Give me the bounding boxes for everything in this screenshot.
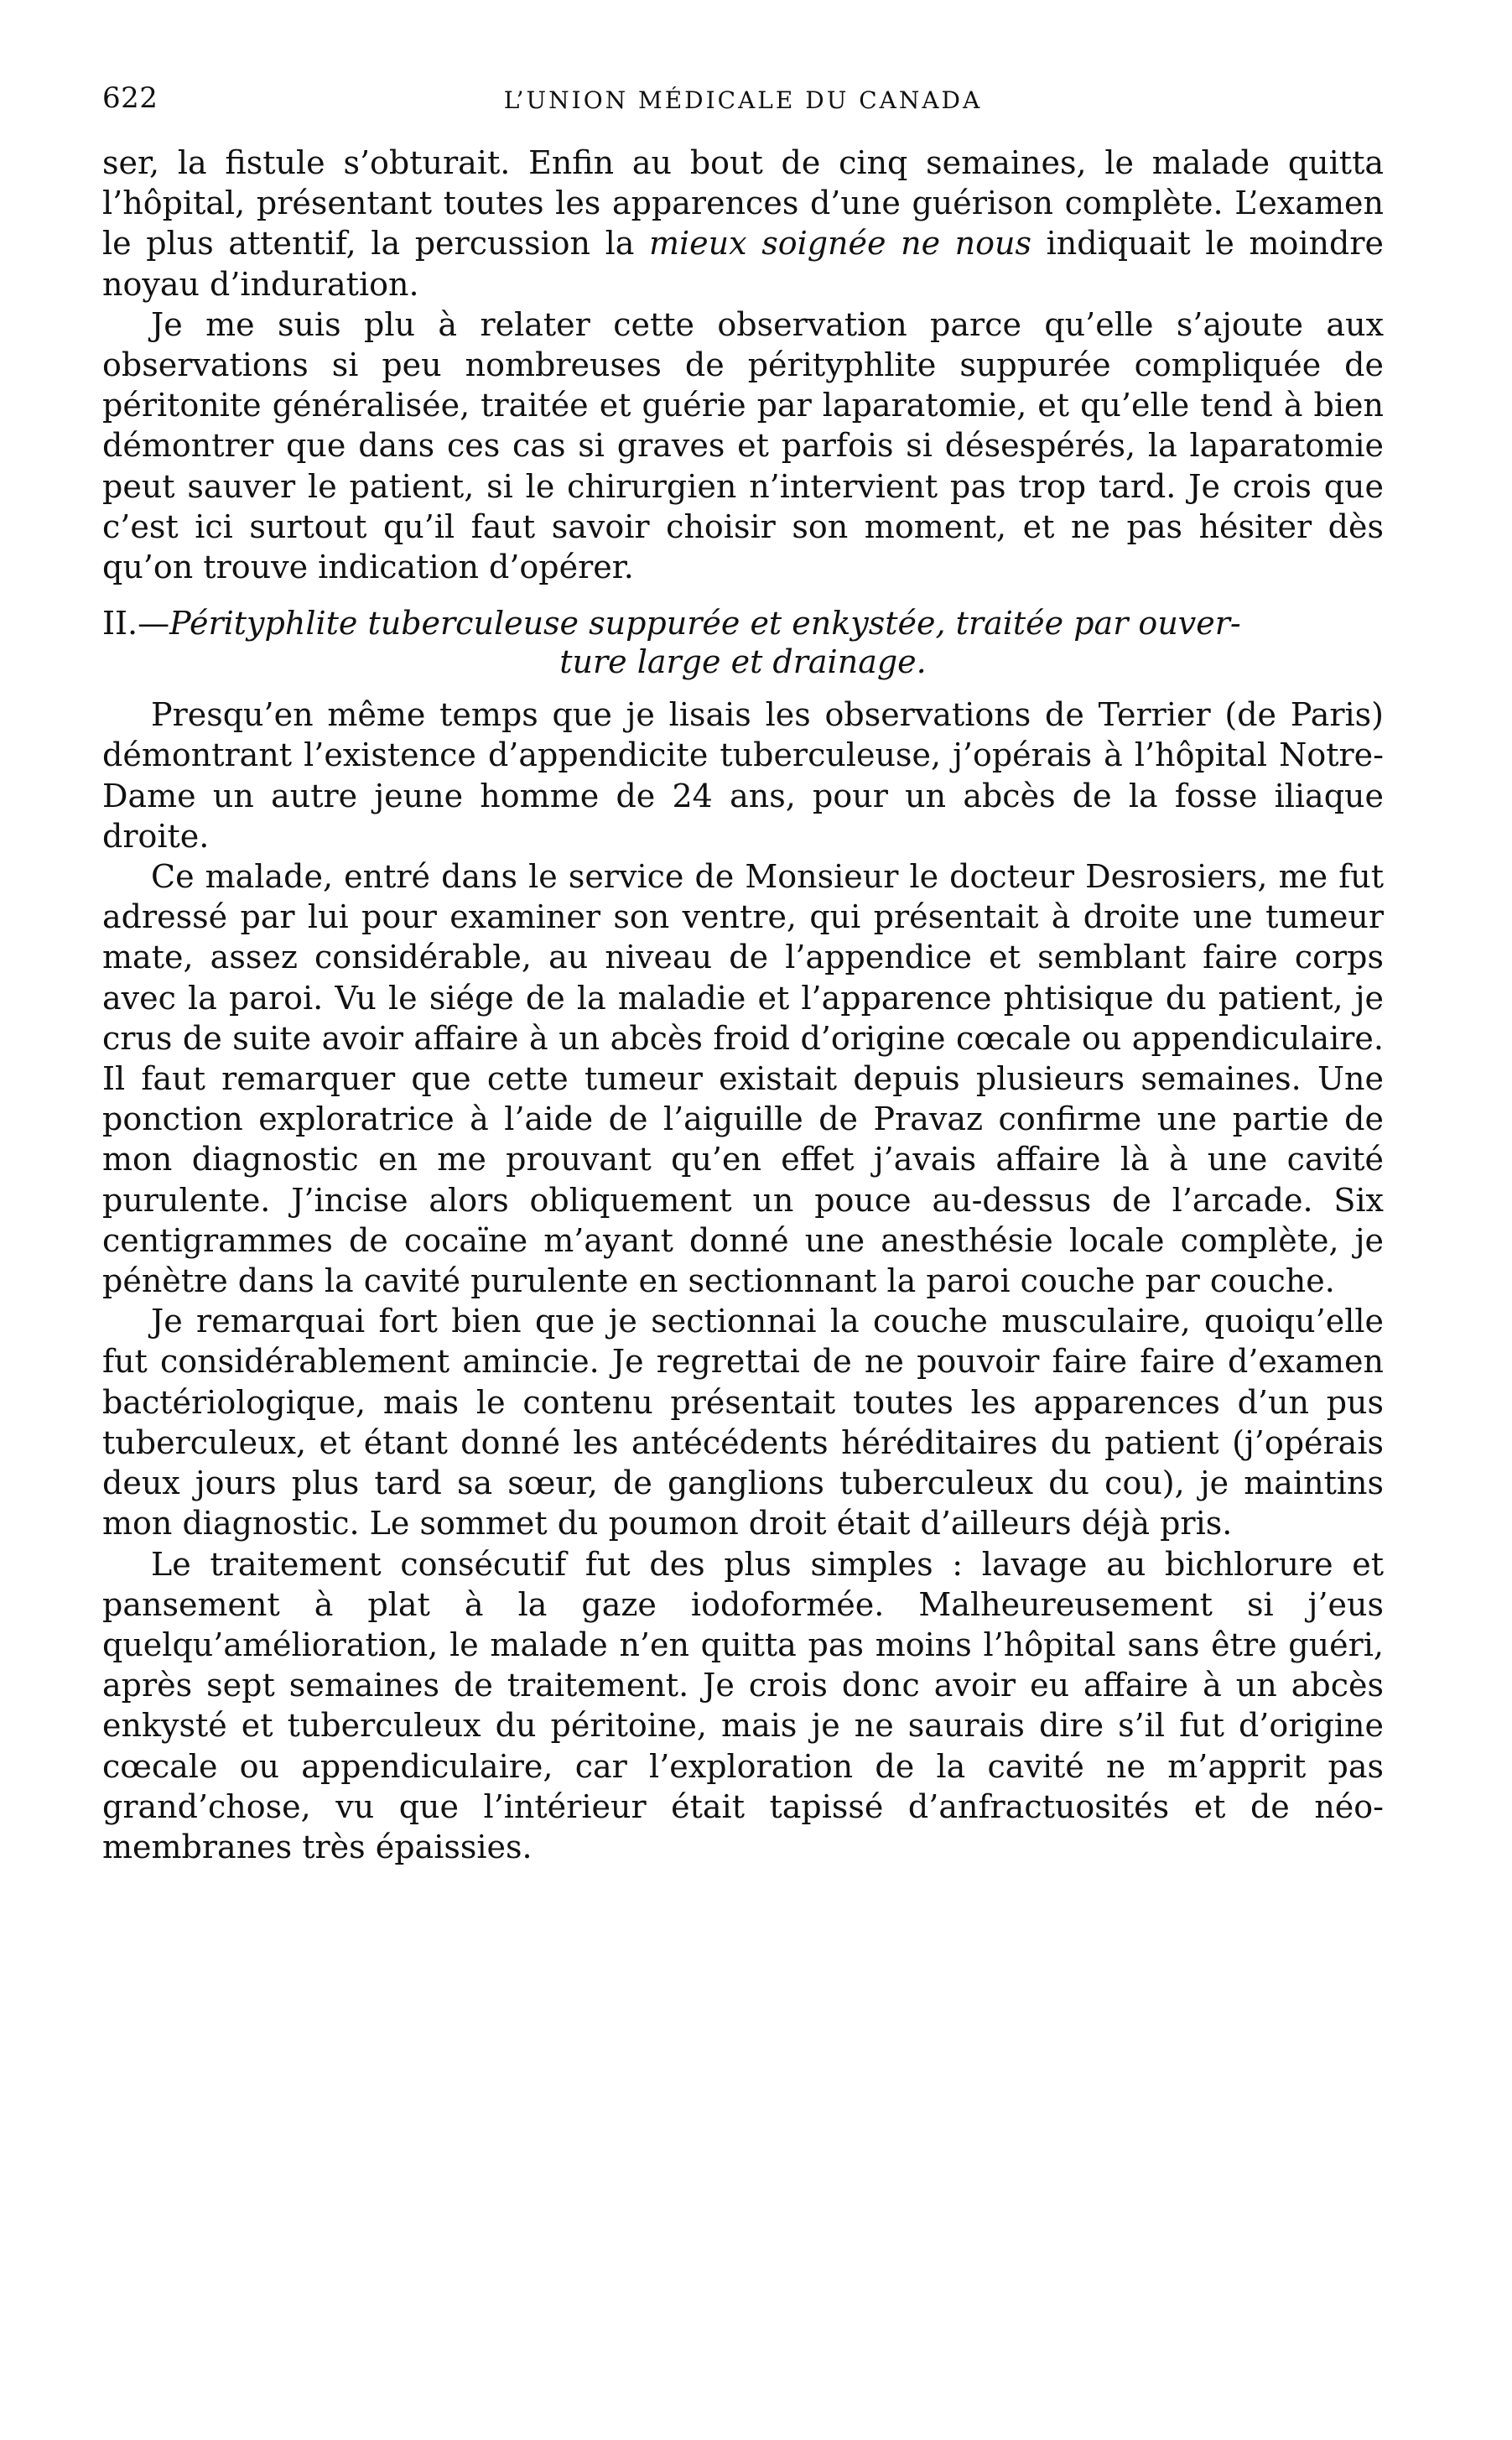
paragraph-text: ser, la fistule s’obturait. Enfin au bout de cinq semaines, le malade quitta l’hôpital, présentant toutes les apparences d’une guérison complète. L’examen le plus attentif, la percussion la bbox=[102, 144, 1384, 263]
page-header bbox=[102, 81, 1384, 143]
paragraph: Je me suis plu à relater cette observation parce qu’elle s’ajoute aux observations si peu nombreuses de pérityphlite suppurée compliquée de péritonite généralisée, traitée et guérie par laparatomie, et qu’elle tend à bien démontrer que dans ces cas si graves et parfois si désespérés, la laparatomie peut sauver le patient, si le chirurgien n’intervient pas trop tard. Je crois que c’est ici surtout qu’il faut savoir choisir son moment, et ne pas hésiter dès qu’on trouve indication d’opérer. bbox=[102, 305, 1384, 586]
paragraph-continuation bbox=[102, 143, 1384, 304]
article-body bbox=[102, 143, 1384, 1867]
paragraph: Presqu’en même temps que je lisais les observations de Terrier (de Paris) démontrant l’existence d’appendicite tuberculeuse, j’opérais à l’hôpital Notre-Dame un autre jeune homme de 24 ans, pour un abcès de la fosse iliaque droite. bbox=[102, 696, 1384, 855]
running-title: L’UNION MÉDICALE DU CANADA bbox=[503, 86, 983, 114]
paragraph: Ce malade, entré dans le service de Monsieur le docteur Desrosiers, me fut adressé par lui pour examiner son ventre, qui présentait à droite une tumeur mate, assez considérable, au niveau de l’appendice et semblant faire corps avec la paroi. Vu le siége de la maladie et l’apparence phtisique du patient, je crus de suite avoir affaire à un abcès froid d’origine cœcale ou appendiculaire. Il faut remarquer que cette tumeur existait depuis plusieurs semaines. Une ponction exploratrice à l’aide de l’aiguille de Pravaz confirme une partie de mon diagnostic en me prouvant qu’en effet j’avais affaire là à une cavité purulente. J’incise alors obliquement un pouce au-dessus de l’arcade. Six centigrammes de cocaïne m’ayant donné une anesthésie locale complète, je pénètre dans la cavité purulente en sectionnant la paroi couche par couche. bbox=[102, 858, 1384, 1300]
book-page bbox=[102, 81, 1384, 1867]
page-number: 622 bbox=[102, 81, 158, 115]
paragraph: Le traitement consécutif fut des plus simples : lavage au bichlorure et pansement à plat à la gaze iodoformée. Malheureusement si j’eus quelqu’amélioration, le malade n’en quitta pas moins l’hôpital sans être guéri, après sept semaines de traitement. Je crois donc avoir eu affaire à un abcès enkysté et tuberculeux du péritoine, mais je ne saurais dire s’il fut d’origine cœcale ou appendiculaire, car l’exploration de la cavité ne m’apprit pas grand’chose, vu que l’intérieur était tapissé d’anfractuosités et de néo-membranes très épaissies. bbox=[102, 1545, 1384, 1865]
section-title-line-2: ture large et drainage. bbox=[559, 643, 927, 681]
paragraph-text: indiquait le moindre noyau d’induration. bbox=[102, 225, 1384, 303]
section-number: II.— bbox=[102, 605, 170, 643]
italic-text: mieux soignée ne nous bbox=[649, 225, 1032, 263]
section-heading bbox=[102, 604, 1384, 681]
section-title-line-1: Pérityphlite tuberculeuse suppurée et enkystée, traitée par ouver- bbox=[169, 605, 1241, 643]
section-heading-line-1 bbox=[102, 604, 1384, 643]
paragraph: Je remarquai fort bien que je sectionnai la couche musculaire, quoiqu’elle fut considérablement amincie. Je regrettai de ne pouvoir faire faire d’examen bactériologique, mais le contenu présentait toutes les apparences d’un pus tuberculeux, et étant donné les antécédents héréditaires du patient (j’opérais deux jours plus tard sa sœur, de ganglions tuberculeux du cou), je maintins mon diagnostic. Le sommet du poumon droit était d’ailleurs déjà pris. bbox=[102, 1303, 1384, 1543]
